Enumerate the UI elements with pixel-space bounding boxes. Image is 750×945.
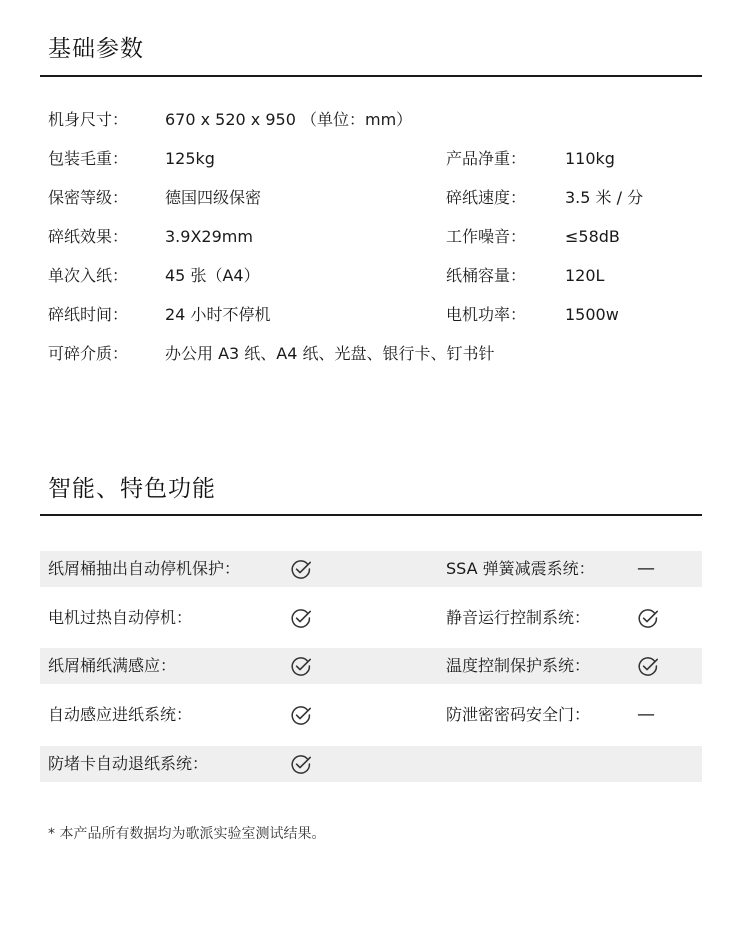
feature-label: SSA 弹簧减震系统： <box>446 559 595 578</box>
check-circle-icon <box>290 697 314 733</box>
feature-label: 电机过热自动停机： <box>48 608 193 627</box>
spec-label: 碎纸时间： <box>48 305 129 324</box>
spec-value: 125kg <box>165 149 215 168</box>
feature-row <box>40 746 702 782</box>
footnote: * 本产品所有数据均为歌派实验室测试结果。 <box>48 826 326 842</box>
spec-value: 3.5 米 / 分 <box>565 188 644 207</box>
spec-value: 24 小时不停机 <box>165 305 271 324</box>
basic-divider <box>40 75 702 77</box>
spec-label: 碎纸速度： <box>446 188 527 207</box>
spec-row <box>0 341 750 367</box>
feature-label: 纸屑桶抽出自动停机保护： <box>48 559 241 578</box>
features-section-title: 智能、特色功能 <box>48 476 216 502</box>
features-divider <box>40 514 702 516</box>
feature-label: 自动感应进纸系统： <box>48 705 193 724</box>
spec-value: 1500w <box>565 305 619 324</box>
spec-label: 工作噪音： <box>446 227 527 246</box>
spec-value: 670 x 520 x 950 （单位：mm） <box>165 110 413 129</box>
spec-label: 纸桶容量： <box>446 266 527 285</box>
not-available-dash: — <box>637 704 655 725</box>
spec-row <box>0 146 750 172</box>
feature-label: 防泄密密码安全门： <box>446 705 591 724</box>
check-circle-icon <box>290 551 314 587</box>
basic-section-title: 基础参数 <box>48 36 144 62</box>
spec-row <box>0 107 750 133</box>
spec-row <box>0 224 750 250</box>
spec-value: 120L <box>565 266 605 285</box>
feature-row <box>40 551 702 587</box>
feature-label: 温度控制保护系统： <box>446 656 591 675</box>
spec-value: 110kg <box>565 149 615 168</box>
feature-row <box>40 697 702 733</box>
not-available-dash: — <box>637 558 655 579</box>
spec-row <box>0 263 750 289</box>
check-circle-icon <box>290 600 314 636</box>
spec-label: 包装毛重： <box>48 149 129 168</box>
check-circle-icon <box>637 648 661 684</box>
check-circle-icon <box>637 600 661 636</box>
spec-label: 产品净重： <box>446 149 527 168</box>
feature-row <box>40 648 702 684</box>
spec-label: 保密等级： <box>48 188 129 207</box>
spec-row <box>0 302 750 328</box>
spec-value: 德国四级保密 <box>165 188 262 207</box>
spec-value: 办公用 A3 纸、A4 纸、光盘、银行卡、钉书针 <box>165 344 495 363</box>
feature-label: 纸屑桶纸满感应： <box>48 656 177 675</box>
spec-value: 3.9X29mm <box>165 227 253 246</box>
spec-label: 电机功率： <box>446 305 527 324</box>
spec-label: 单次入纸： <box>48 266 129 285</box>
feature-label: 静音运行控制系统： <box>446 608 591 627</box>
spec-value: ≤58dB <box>565 227 620 246</box>
spec-label: 可碎介质： <box>48 344 129 363</box>
spec-value: 45 张（A4） <box>165 266 260 285</box>
check-circle-icon <box>290 746 314 782</box>
feature-label: 防堵卡自动退纸系统： <box>48 754 209 773</box>
check-circle-icon <box>290 648 314 684</box>
feature-row <box>40 600 702 636</box>
spec-row <box>0 185 750 211</box>
spec-label: 碎纸效果： <box>48 227 129 246</box>
spec-label: 机身尺寸： <box>48 110 129 129</box>
